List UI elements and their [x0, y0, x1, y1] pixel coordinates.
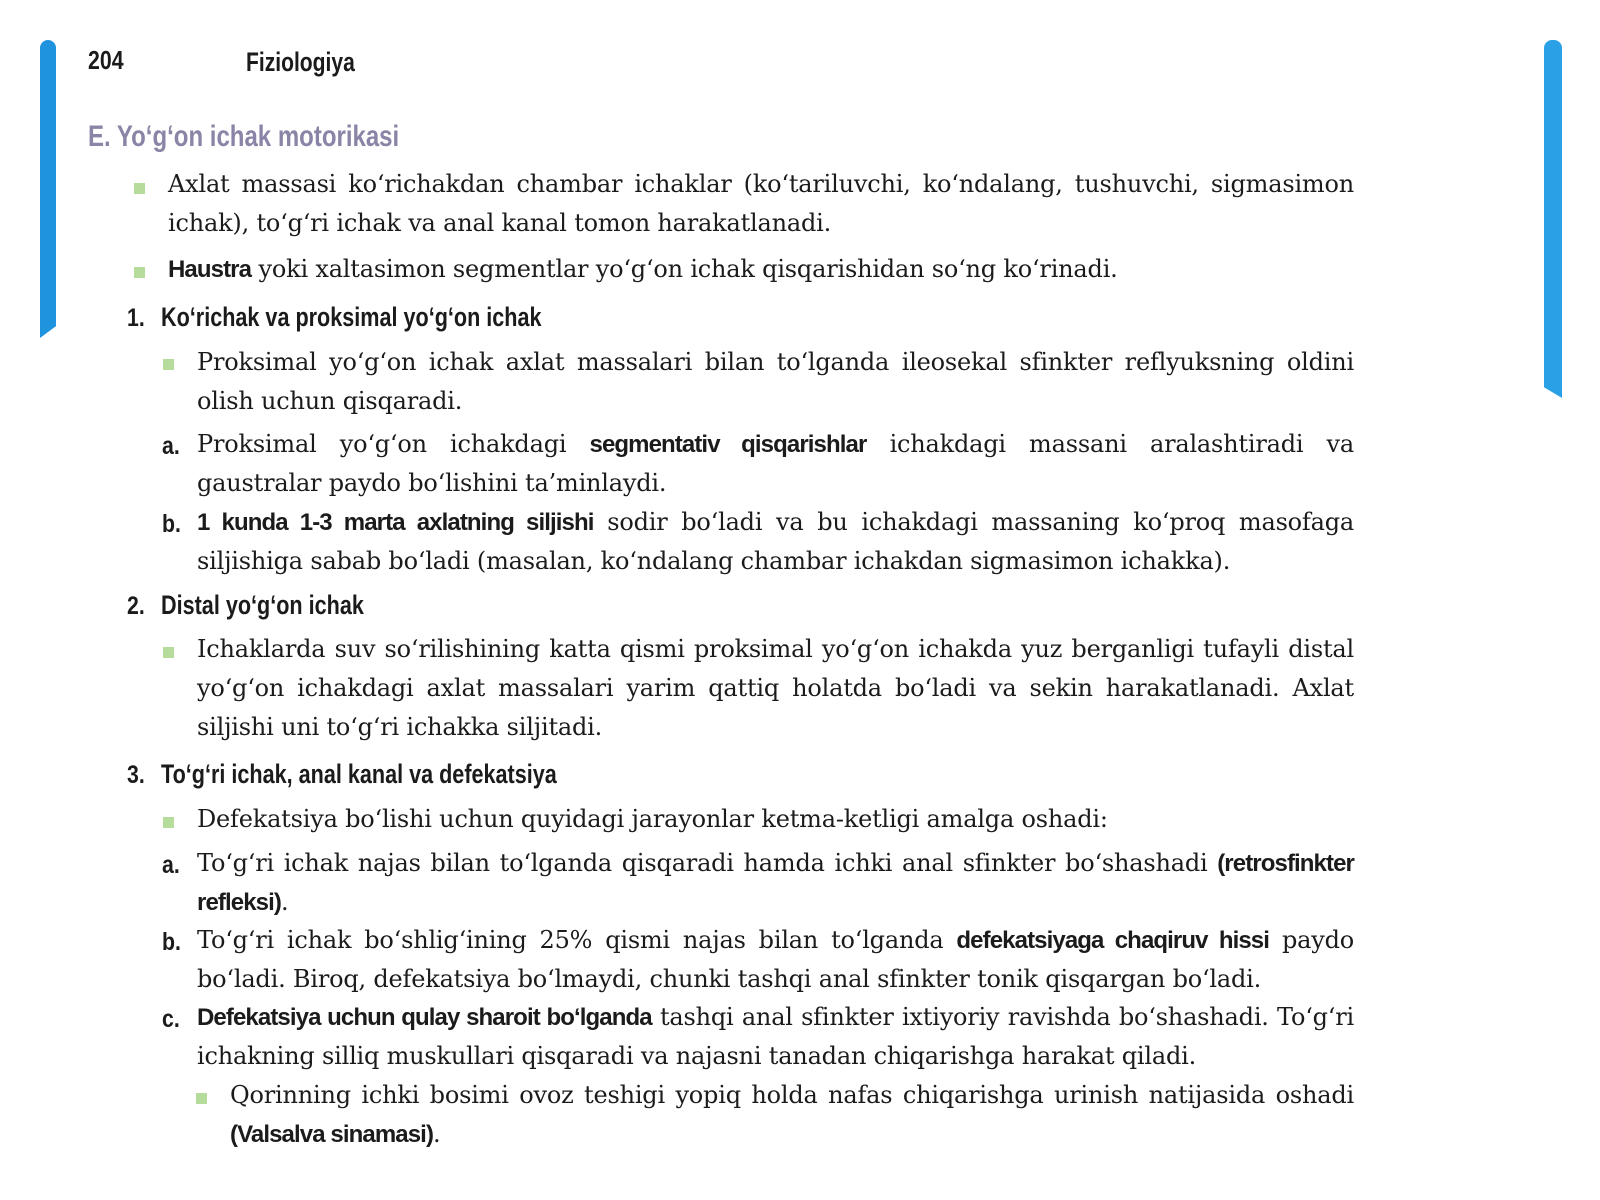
part3-title: To‘g‘ri ichak, anal kanal va defekatsiya: [161, 759, 557, 789]
intro-paragraph-2: Haustra yoki xaltasimon segmentlar yo‘g‘on ichak qisqarishidan so‘ng ko‘rinadi.: [168, 255, 1118, 283]
part1-number: 1.: [127, 304, 145, 332]
bullet-square-icon: [134, 267, 145, 278]
part3-item-c: Defekatsiya uchun qulay sharoit bo‘lganda tashqi anal sfinkter ixtiyoriy ravishda bo‘shashadi. To‘g‘ri ichakning silliq muskullari qisqaradi va najasni tanadan chiqarishga harakat qiladi.: [197, 1003, 1354, 1070]
part1-item-a: Proksimal yo‘g‘on ichakdagi segmentativ qisqarishlar ichakdagi massani aralashtiradi va gaustralar paydo bo‘lishini ta’minlaydi.: [197, 430, 1354, 497]
term-chaqiruv-hissi: defekatsiyaga chaqiruv hissi: [956, 927, 1270, 954]
intro-paragraph-1: Axlat massasi ko‘richakdan chambar ichaklar (ko‘tariluvchi, ko‘ndalang, tushuvchi, sigmasimon ichak), to‘g‘ri ichak va anal kanal tomon harakatlanadi.: [168, 170, 1354, 237]
term-segmentativ: segmentativ qisqarishlar: [589, 431, 867, 458]
bullet-square-icon: [163, 359, 174, 370]
page-edge-tab-left: [40, 40, 56, 338]
part1-paragraph: Proksimal yo‘g‘on ichak axlat massalari bilan to‘lganda ileosekal sfinkter reflyuksning oldini olish uchun qisqaradi.: [197, 348, 1354, 415]
bullet-square-icon: [163, 817, 174, 828]
part1-b-marker: b.: [162, 510, 181, 538]
part3-a-marker: a.: [162, 851, 180, 879]
part1-a-marker: a.: [162, 432, 180, 460]
bullet-square-icon: [196, 1093, 207, 1104]
part2-title: Distal yo‘g‘on ichak: [161, 590, 364, 620]
part3-item-b: To‘g‘ri ichak bo‘shlig‘ining 25% qismi najas bilan to‘lganda defekatsiyaga chaqiruv hissi paydo bo‘ladi. Biroq, defekatsiya bo‘lmaydi, chunki tashqi anal sfinkter tonik qisqargan bo‘ladi.: [197, 926, 1354, 993]
section-title: E. Yo‘g‘on ichak motorikasi: [88, 120, 400, 153]
part1-title: Ko‘richak va proksimal yo‘g‘on ichak: [161, 302, 542, 332]
page-edge-tab-right: [1544, 40, 1562, 398]
book-title: Fiziologiya: [246, 47, 355, 77]
term-qulay-sharoit: Defekatsiya uchun qulay sharoit bo‘lganda: [197, 1004, 652, 1031]
term-retrosfinkter: (retrosfinkter refleksi): [197, 850, 1354, 916]
page-number: 204: [88, 45, 124, 75]
part2-paragraph: Ichaklarda suv so‘rilishining katta qismi proksimal yo‘g‘on ichakda yuz berganligi tufayli distal yo‘g‘on ichakdagi axlat massalari yarim qattiq holatda bo‘ladi va sekin harakatlanadi. Axlat siljishi uni to‘g‘ri ichakka siljitadi.: [197, 635, 1354, 741]
part3-number: 3.: [127, 761, 145, 789]
term-valsalva: (Valsalva sinamasi): [230, 1121, 434, 1148]
part3-paragraph: Defekatsiya bo‘lishi uchun quyidagi jarayonlar ketma-ketligi amalga oshadi:: [197, 805, 1108, 833]
part3-sub-bullet: Qorinning ichki bosimi ovoz teshigi yopiq holda nafas chiqarishga urinish natijasida oshadi (Valsalva sinamasi).: [230, 1081, 1354, 1148]
bullet-square-icon: [163, 647, 174, 658]
part3-c-marker: c.: [162, 1005, 180, 1033]
term-haustra: Haustra: [168, 256, 252, 283]
bullet-square-icon: [134, 183, 145, 194]
part3-b-marker: b.: [162, 928, 181, 956]
part1-item-b: 1 kunda 1-3 marta axlatning siljishi sodir bo‘ladi va bu ichakdagi massaning ko‘proq masofaga siljishiga sabab bo‘ladi (masalan, ko‘ndalang chambar ichakdan sigmasimon ichakka).: [197, 508, 1354, 575]
part2-number: 2.: [127, 592, 145, 620]
part3-item-a: To‘g‘ri ichak najas bilan to‘lganda qisqaradi hamda ichki anal sfinkter bo‘shashadi (retrosfinkter refleksi).: [197, 849, 1354, 916]
term-axlat-siljishi: 1 kunda 1-3 marta axlatning siljishi: [197, 509, 594, 536]
